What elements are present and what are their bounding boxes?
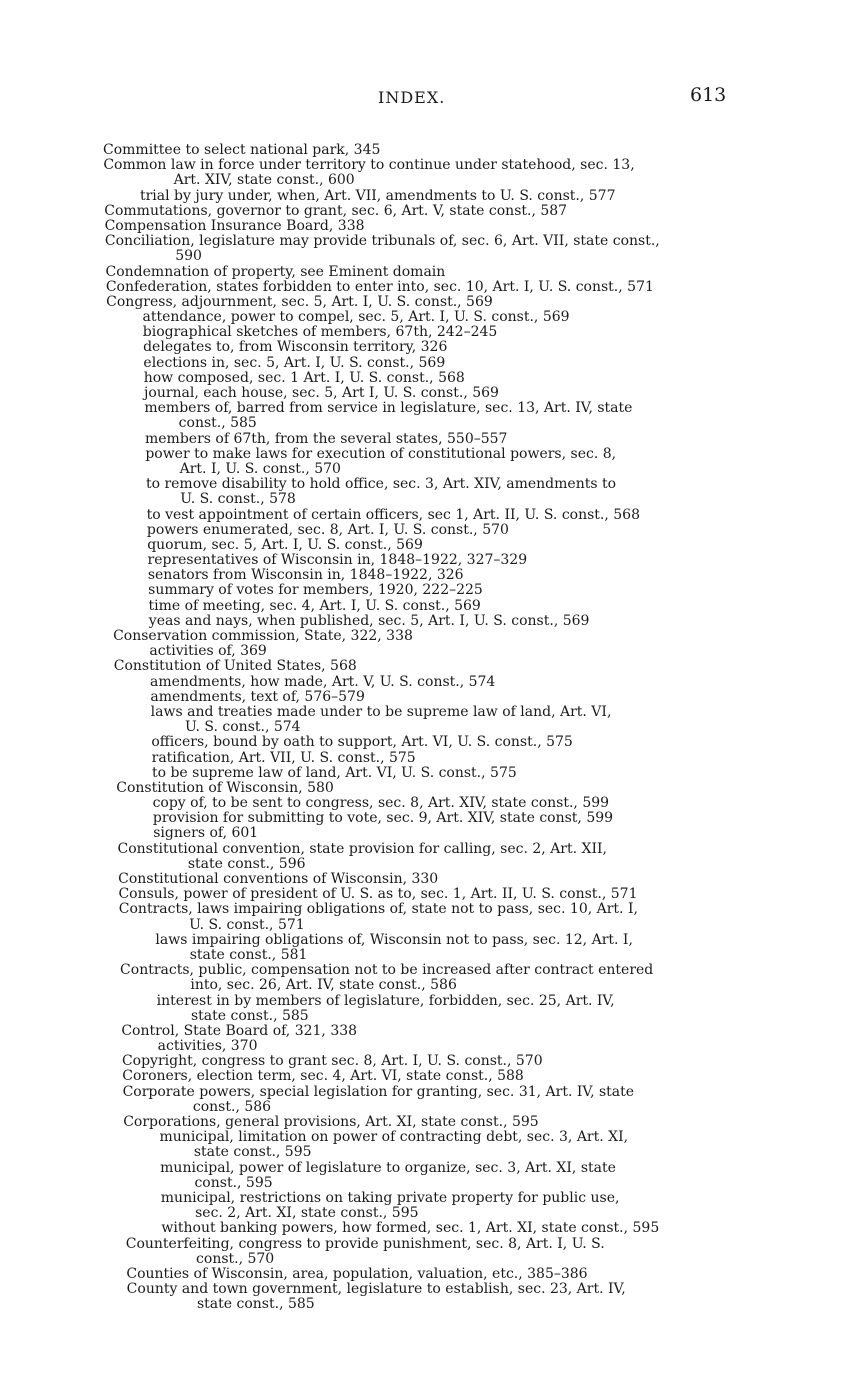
index-subentry — [0, 1297, 859, 1312]
index-entry-text: attendance, power to compel, sec. 5, Art. I, U. S. const., 569 — [142, 309, 570, 326]
index-subentry — [0, 568, 859, 583]
index-entry-text: representatives of Wisconsin in, 1848–1922, 327–329 — [147, 552, 528, 569]
index-entry-text: Counties of Wisconsin, area, population, valuation, etc., 385–386 — [126, 1265, 588, 1282]
index-subentry — [0, 720, 859, 735]
index-entry-text: Copyright, congress to grant sec. 8, Art. I, U. S. const., 570 — [121, 1053, 543, 1070]
index-entry-text: const., 595 — [194, 1174, 273, 1191]
index-subentry — [0, 173, 859, 188]
index-entry-text: U. S. const., 571 — [189, 916, 305, 933]
index-body — [0, 143, 859, 1312]
index-entry-text: sec. 2, Art. XI, state const., 595 — [195, 1205, 419, 1222]
index-subentry — [0, 1191, 859, 1206]
index-entry-text: interest in by members of legislature, forbidden, sec. 25, Art. IV, — [156, 992, 615, 1009]
index-entry — [0, 1282, 859, 1297]
index-entry-text: Constitutional convention, state provision for calling, sec. 2, Art. XII, — [117, 840, 607, 857]
index-entry — [0, 902, 859, 917]
index-entry-text: 590 — [175, 248, 202, 265]
index-subentry — [0, 325, 859, 340]
index-entry-text: ratification, Art. VII, U. S. const., 575 — [151, 749, 416, 766]
index-subentry — [0, 675, 859, 690]
index-subentry — [0, 811, 859, 826]
index-subentry — [0, 371, 859, 386]
index-entry-text: how composed, sec. 1 Art. I, U. S. const., 568 — [143, 369, 465, 386]
index-entry — [0, 204, 859, 219]
index-subentry — [0, 1252, 859, 1267]
index-entry-text: Constitutional conventions of Wisconsin, 330 — [118, 871, 439, 887]
index-entry-text: U. S. const., 574 — [185, 719, 301, 736]
index-subentry — [0, 1009, 859, 1024]
index-subentry — [0, 1100, 859, 1115]
index-entry-text: state const., 585 — [197, 1296, 315, 1313]
index-entry-text: signers of, 601 — [153, 825, 259, 842]
page-number: 613 — [690, 84, 727, 106]
index-subentry — [0, 918, 859, 933]
index-subentry — [0, 614, 859, 629]
index-entry-text: const., 570 — [196, 1250, 275, 1267]
index-entry-text: activities of, 369 — [149, 643, 267, 660]
index-subentry — [0, 386, 859, 401]
index-subentry — [0, 735, 859, 750]
index-subentry — [0, 1221, 859, 1236]
index-entry — [0, 659, 859, 674]
index-entry-text: yeas and nays, when published, sec. 5, Art. I, U. S. const., 569 — [148, 612, 590, 629]
index-subentry — [0, 948, 859, 963]
index-entry — [0, 781, 859, 796]
index-entry — [0, 280, 859, 295]
index-subentry — [0, 1161, 859, 1176]
index-entry-text: const., 586 — [192, 1098, 272, 1115]
index-subentry — [0, 766, 859, 781]
index-entry-text: powers enumerated, sec. 8, Art. I, U. S. const., 570 — [146, 521, 509, 538]
index-entry — [0, 629, 859, 644]
index-entry-text: state const., 595 — [193, 1144, 312, 1161]
index-subentry — [0, 416, 859, 431]
index-entry-text: quorum, sec. 5, Art. I, U. S. const., 569 — [147, 536, 423, 553]
index-subentry — [0, 796, 859, 811]
index-subentry — [0, 356, 859, 371]
index-subentry — [0, 538, 859, 553]
index-entry — [0, 887, 859, 902]
index-entry — [0, 1054, 859, 1069]
index-entry-text: elections in, sec. 5, Art. I, U. S. const., 569 — [143, 354, 446, 371]
index-entry-text: senators from Wisconsin in, 1848–1922, 326 — [147, 567, 464, 584]
index-entry-text: Art. XIV, state const., 600 — [173, 172, 355, 189]
index-entry-text: to vest appointment of certain officers, sec 1, Art. II, U. S. const., 568 — [146, 506, 640, 523]
running-head — [0, 84, 859, 114]
index-entry-text: summary of votes for members, 1920, 222–225 — [148, 582, 483, 599]
index-entry-text: to be supreme law of land, Art. VI, U. S. const., 575 — [151, 764, 517, 781]
index-entry-text: Commutations, governor to grant, sec. 6, Art. V, state const., 587 — [104, 202, 568, 219]
index-entry — [0, 1115, 859, 1130]
index-entry-text: activities, 370 — [157, 1038, 258, 1055]
index-subentry — [0, 508, 859, 523]
index-subentry — [0, 705, 859, 720]
index-entry-text: Consuls, power of president of U. S. as to, sec. 1, Art. II, U. S. const., 571 — [118, 886, 638, 903]
index-entry-text: Constitution of United States, 568 — [113, 658, 357, 675]
index-entry-text: state const., 585 — [191, 1007, 309, 1024]
index-subentry — [0, 310, 859, 325]
index-entry-text: Contracts, laws impairing obligations of, state not to pass, sec. 10, Art. I, — [118, 901, 638, 918]
index-subentry — [0, 492, 859, 507]
index-entry-text: U. S. const., 578 — [180, 491, 296, 508]
index-entry — [0, 158, 859, 173]
index-entry-text: Compensation Insurance Board, 338 — [104, 217, 365, 234]
index-entry-text: provision for submitting to vote, sec. 9, Art. XIV, state const, 599 — [152, 810, 614, 827]
running-title: INDEX. — [378, 88, 446, 107]
index-entry-text: const., 585 — [178, 415, 257, 432]
index-entry — [0, 1085, 859, 1100]
index-entry-text: power to make laws for execution of constitutional powers, sec. 8, — [145, 445, 617, 462]
index-entry-text: Corporations, general provisions, Art. XI, state const., 595 — [123, 1114, 539, 1130]
index-entry-text: members of, barred from service in legislature, sec. 13, Art. IV, state — [144, 400, 633, 417]
index-entry-text: journal, each house, sec. 5, Art I, U. S. const., 569 — [144, 385, 499, 401]
index-subentry — [0, 1145, 859, 1160]
index-subentry — [0, 933, 859, 948]
index-subentry — [0, 1039, 859, 1054]
index-subentry — [0, 340, 859, 355]
index-entry-text: laws and treaties made under to be supreme law of land, Art. VI, — [150, 703, 612, 720]
index-subentry — [0, 1176, 859, 1191]
index-entry — [0, 1237, 859, 1252]
index-entry-text: state const., 581 — [189, 946, 308, 963]
index-entry — [0, 872, 859, 887]
index-subentry — [0, 857, 859, 872]
index-subentry — [0, 1206, 859, 1221]
index-subentry — [0, 249, 859, 264]
index-entry-text: trial by jury under, when, Art. VII, amendments to U. S. const., 577 — [139, 187, 616, 204]
index-entry — [0, 963, 859, 978]
index-entry-text: Conservation commission, State, 322, 338 — [113, 628, 413, 644]
index-entry-text: delegates to, from Wisconsin territory, 326 — [143, 339, 448, 356]
index-entry-text: Condemnation of property, see Eminent domain — [105, 263, 446, 280]
index-entry-text: biographical sketches of members, 67th, 242–245 — [142, 324, 498, 341]
index-subentry — [0, 690, 859, 705]
index-entry-text: municipal, power of legislature to organize, sec. 3, Art. XI, state — [160, 1159, 616, 1176]
index-subentry — [0, 826, 859, 841]
index-entry-text: Common law in force under territory to continue under statehood, sec. 13, — [103, 157, 635, 174]
index-subentry — [0, 477, 859, 492]
index-entry-text: Corporate powers, special legislation for granting, sec. 31, Art. IV, state — [122, 1083, 635, 1100]
index-subentry — [0, 994, 859, 1009]
index-subentry — [0, 1130, 859, 1145]
index-entry-text: time of meeting, sec. 4, Art. I, U. S. const., 569 — [148, 597, 481, 614]
index-entry-text: state const., 596 — [187, 855, 306, 872]
index-entry-text: Control, State Board of, 321, 338 — [121, 1022, 358, 1039]
index-subentry — [0, 583, 859, 598]
index-subentry — [0, 432, 859, 447]
index-entry-text: Constitution of Wisconsin, 580 — [116, 779, 334, 796]
index-subentry — [0, 523, 859, 538]
index-entry-text: members of 67th, from the several states, 550–557 — [145, 430, 508, 447]
index-entry-text: amendments, how made, Art. V, U. S. const., 574 — [150, 673, 496, 690]
index-subentry — [0, 978, 859, 993]
index-entry-text: County and town government, legislature to establish, sec. 23, Art. IV, — [126, 1281, 626, 1298]
index-subentry — [0, 189, 859, 204]
index-entry-text: Coroners, election term, sec. 4, Art. VI, state const., 588 — [122, 1068, 524, 1085]
index-entry-text: into, sec. 26, Art. IV, state const., 586 — [190, 977, 457, 994]
index-subentry — [0, 599, 859, 614]
index-entry — [0, 143, 859, 158]
index-subentry — [0, 447, 859, 462]
index-entry-text: Art. I, U. S. const., 570 — [179, 460, 341, 477]
index-entry-text: Counterfeiting, congress to provide punishment, sec. 8, Art. I, U. S. — [125, 1235, 605, 1252]
index-entry — [0, 842, 859, 857]
index-entry — [0, 1024, 859, 1039]
index-entry — [0, 1267, 859, 1282]
index-entry-text: Contracts, public, compensation not to be increased after contract entered — [120, 962, 654, 979]
index-entry-text: copy of, to be sent to congress, sec. 8, Art. XIV, state const., 599 — [152, 795, 610, 812]
index-subentry — [0, 751, 859, 766]
index-subentry — [0, 401, 859, 416]
index-entry-text: municipal, restrictions on taking private property for public use, — [160, 1189, 620, 1206]
index-entry — [0, 1069, 859, 1084]
index-entry-text: municipal, limitation on power of contracting debt, sec. 3, Art. XI, — [159, 1129, 629, 1146]
index-entry — [0, 265, 859, 280]
index-entry-text: officers, bound by oath to support, Art. VI, U. S. const., 575 — [151, 734, 573, 751]
index-entry-text: Confederation, states forbidden to enter into, sec. 10, Art. I, U. S. const., 571 — [105, 278, 654, 295]
index-entry-text: amendments, text of, 576–579 — [150, 688, 365, 705]
index-entry-text: Committee to select national park, 345 — [103, 142, 381, 158]
index-subentry — [0, 644, 859, 659]
index-entry-text: without banking powers, how formed, sec. 1, Art. XI, state const., 595 — [161, 1220, 660, 1237]
index-subentry — [0, 462, 859, 477]
index-subentry — [0, 553, 859, 568]
index-entry-text: Congress, adjournment, sec. 5, Art. I, U. S. const., 569 — [106, 293, 493, 310]
index-entry-text: Conciliation, legislature may provide tribunals of, sec. 6, Art. VII, state const., — [104, 233, 660, 250]
index-entry-text: to remove disability to hold office, sec. 3, Art. XIV, amendments to — [145, 476, 617, 493]
index-entry — [0, 234, 859, 249]
index-entry-text: laws impairing obligations of, Wisconsin not to pass, sec. 12, Art. I, — [155, 931, 633, 948]
index-entry — [0, 295, 859, 310]
index-entry — [0, 219, 859, 234]
